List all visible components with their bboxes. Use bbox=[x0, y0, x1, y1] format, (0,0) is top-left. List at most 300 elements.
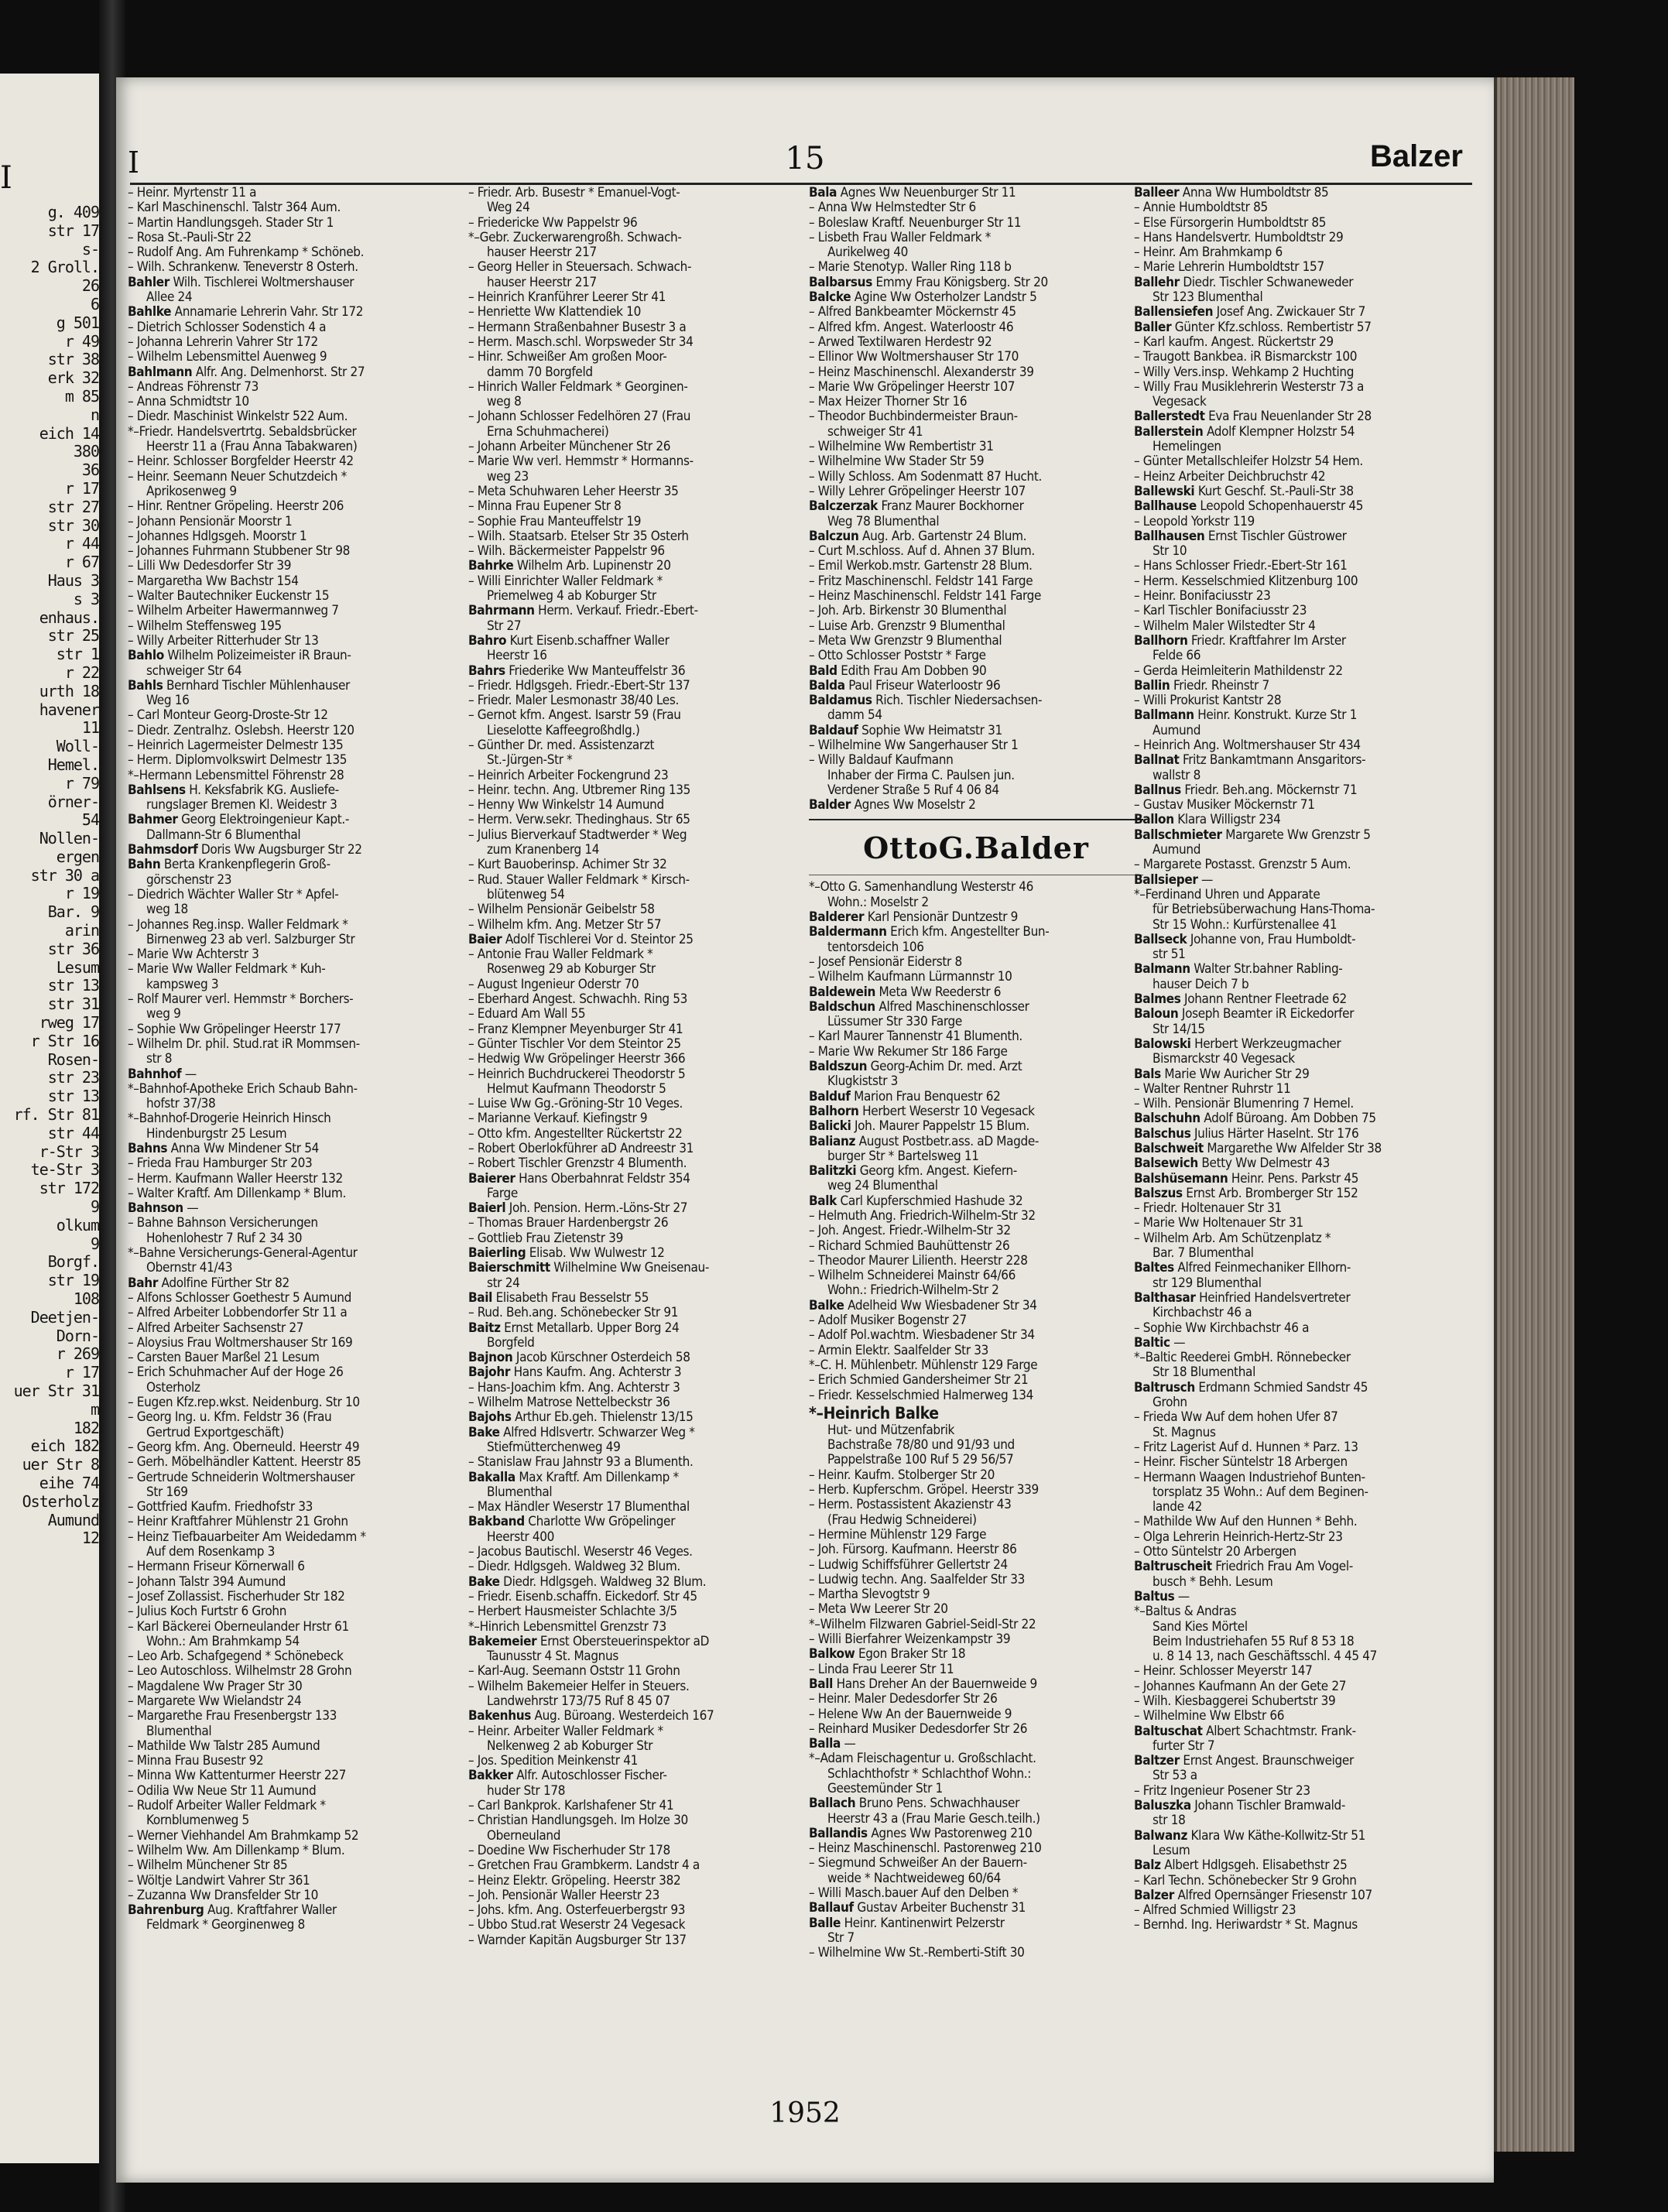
directory-entry bbox=[128, 1649, 462, 1664]
entry-text: – Wilhelmine Ww Elbstr 66 bbox=[1134, 1709, 1285, 1724]
entry-text: Str 10 bbox=[1153, 544, 1187, 560]
directory-entry bbox=[1134, 1410, 1474, 1425]
directory-entry bbox=[1134, 1172, 1474, 1186]
directory-entry bbox=[1134, 1829, 1474, 1844]
entry-text: Elisabeth Frau Besselstr 55 bbox=[492, 1290, 649, 1306]
entry-text: furter Str 7 bbox=[1153, 1738, 1215, 1754]
entry-text: — bbox=[1174, 1589, 1190, 1604]
entry-text: – Alfred Bankbeamter Möckernstr 45 bbox=[809, 305, 1016, 320]
surname: Balszus bbox=[1134, 1186, 1183, 1201]
entry-text: – Marie Lehrerin Humboldtstr 157 bbox=[1134, 260, 1324, 276]
directory-entry bbox=[128, 1769, 462, 1783]
entry-text: *–C. H. Mühlenbetr. Mühlenstr 129 Farge bbox=[809, 1358, 1038, 1373]
surname: Balk bbox=[809, 1193, 837, 1209]
entry-text: Charlotte Ww Gröpelinger bbox=[524, 1515, 676, 1530]
surname: Baldszun bbox=[809, 1060, 868, 1075]
entry-text: – Leo Autoschloss. Wilhelmstr 28 Grohn bbox=[128, 1664, 352, 1680]
previous-page-line: s 3 bbox=[73, 590, 99, 608]
entry-text: – Karl Bäckerei Oberneulander Hrstr 61 bbox=[128, 1619, 349, 1635]
entry-text: Marion Frau Benquestr 62 bbox=[850, 1089, 1001, 1104]
surname: Ballhause bbox=[1134, 499, 1197, 515]
entry-text: görschenstr 23 bbox=[146, 872, 232, 888]
directory-entry bbox=[128, 186, 462, 200]
surname: Bahlo bbox=[128, 649, 164, 664]
surname: Balleer bbox=[1134, 186, 1180, 200]
directory-entry bbox=[468, 619, 803, 634]
directory-entry bbox=[128, 1172, 462, 1186]
previous-page-line: Dorn- bbox=[56, 1327, 99, 1345]
surname: Baitz bbox=[468, 1320, 501, 1336]
directory-entry bbox=[128, 708, 462, 723]
surname: Bail bbox=[468, 1290, 493, 1306]
entry-text: damm 70 Borgfeld bbox=[487, 365, 593, 380]
directory-entry bbox=[468, 1052, 803, 1067]
surname: Balke bbox=[809, 1298, 844, 1313]
surname: Baldschun bbox=[809, 999, 875, 1015]
entry-text: – Willi Einrichter Waller Feldmark * bbox=[468, 574, 663, 589]
directory-entry bbox=[1134, 1918, 1474, 1933]
entry-text: Arthur Eb.geh. Thielenstr 13/15 bbox=[511, 1410, 694, 1426]
entry-text: – Minna Frau Eupener Str 8 bbox=[468, 499, 622, 515]
entry-text: – Otto Schlosser Poststr * Farge bbox=[809, 649, 986, 664]
entry-text: Gustav Arbeiter Buchenstr 31 bbox=[853, 1901, 1026, 1916]
directory-entry bbox=[1134, 216, 1474, 231]
directory-entry bbox=[809, 679, 1143, 693]
directory-entry bbox=[809, 1751, 1143, 1766]
entry-text: – Heinr. Seemann Neuer Schutzdeich * bbox=[128, 469, 347, 485]
entry-text: – Herm. Kaufmann Waller Heerstr 132 bbox=[128, 1171, 343, 1186]
previous-page-line: 12 bbox=[81, 1529, 99, 1548]
directory-page bbox=[116, 77, 1494, 2183]
entry-text: Birnenweg 23 ab verl. Salzburger Str bbox=[146, 932, 355, 947]
previous-page-line: str 36 bbox=[47, 940, 99, 958]
entry-text: Weg 78 Blumenthal bbox=[827, 514, 940, 529]
entry-text: – Johannes Fuhrmann Stubbener Str 98 bbox=[128, 544, 351, 560]
directory-entry bbox=[128, 1784, 462, 1799]
surname: Balowski bbox=[1134, 1036, 1191, 1052]
surname: Baloun bbox=[1134, 1007, 1179, 1022]
directory-entry bbox=[128, 992, 462, 1007]
surname: Bahrenburg bbox=[128, 1903, 204, 1919]
entry-text: Diedr. Tischler Schwaneweder bbox=[1179, 275, 1354, 290]
directory-entry bbox=[809, 634, 1143, 649]
entry-text: Margarete Ww Grenzstr 5 bbox=[1221, 827, 1371, 843]
entry-text: Helmut Kaufmann Theodorstr 5 bbox=[487, 1081, 666, 1097]
entry-text: – Sophie Ww Gröpelinger Heerstr 177 bbox=[128, 1022, 341, 1037]
entry-text: – Wilhelm Arbeiter Hawermannweg 7 bbox=[128, 604, 339, 619]
directory-entry bbox=[468, 216, 803, 231]
directory-entry bbox=[128, 1590, 462, 1604]
entry-text: Heerstr 16 bbox=[487, 649, 547, 664]
directory-entry bbox=[809, 1692, 1143, 1707]
entry-text: Aug. Kraftfahrer Waller bbox=[204, 1903, 337, 1919]
entry-text: – Rud. Beh.ang. Schönebecker Str 91 bbox=[468, 1306, 679, 1321]
entry-text: Marie Ww Auricher Str 29 bbox=[1160, 1067, 1310, 1082]
entry-text: Adelheid Ww Wiesbadener Str 34 bbox=[844, 1298, 1037, 1313]
entry-text: Bachstraße 78/80 und 91/93 und bbox=[827, 1438, 1015, 1454]
directory-entry bbox=[809, 1090, 1143, 1104]
entry-text: – Wilhelm Schneiderei Mainstr 64/66 bbox=[809, 1269, 1016, 1284]
previous-page-line: s- bbox=[81, 240, 99, 259]
previous-page-line: g. 409 bbox=[47, 204, 99, 221]
directory-entry bbox=[468, 365, 803, 380]
entry-text: Aug. Arb. Gartenstr 24 Blum. bbox=[858, 529, 1027, 544]
previous-page-fragment bbox=[0, 74, 101, 2163]
entry-text: Heinr. Pens. Parkstr 45 bbox=[1228, 1171, 1359, 1186]
directory-entry bbox=[1134, 619, 1474, 634]
directory-entry bbox=[809, 574, 1143, 589]
entry-text: Adolfine Fürther Str 82 bbox=[158, 1275, 289, 1291]
directory-entry bbox=[468, 813, 803, 827]
entry-text: – Frieda Ww Auf dem hohen Ufer 87 bbox=[1134, 1410, 1338, 1426]
entry-text: Aumund bbox=[1153, 723, 1201, 738]
directory-entry bbox=[468, 290, 803, 305]
entry-text: Aurikelweg 40 bbox=[827, 245, 908, 261]
directory-entry bbox=[468, 1575, 803, 1590]
entry-text: hauser Deich 7 b bbox=[1153, 977, 1249, 992]
previous-page-line: 380 bbox=[73, 443, 99, 461]
directory-entry bbox=[468, 1067, 803, 1082]
previous-page-line: 9 bbox=[90, 1234, 99, 1253]
entry-text: blütenweg 54 bbox=[487, 887, 565, 902]
directory-entry bbox=[128, 440, 462, 454]
directory-entry bbox=[1134, 365, 1474, 380]
directory-entry bbox=[809, 440, 1143, 454]
entry-text: – Margarete Ww Wielandstr 24 bbox=[128, 1693, 302, 1709]
entry-text: – Curt M.schloss. Auf d. Ahnen 37 Blum. bbox=[809, 544, 1035, 560]
directory-entry bbox=[128, 1007, 462, 1022]
directory-entry bbox=[1134, 1709, 1474, 1724]
directory-entry bbox=[128, 245, 462, 260]
entry-text: – Warnder Kapitän Augsburger Str 137 bbox=[468, 1933, 687, 1948]
surname: Bakemeier bbox=[468, 1634, 537, 1649]
entry-text: – Boleslaw Kraftf. Neuenburger Str 11 bbox=[809, 215, 1022, 231]
directory-entry bbox=[468, 335, 803, 350]
previous-page-line: Borgf. bbox=[47, 1253, 99, 1272]
directory-entry bbox=[809, 1438, 1143, 1453]
directory-entry bbox=[468, 753, 803, 768]
directory-entry bbox=[809, 1104, 1143, 1119]
entry-text: Hans Kaufm. Ang. Achterstr 3 bbox=[510, 1365, 682, 1381]
entry-text: Klara Willigstr 234 bbox=[1173, 813, 1281, 828]
previous-page-lines bbox=[0, 204, 99, 1548]
entry-text: – Alfred Schmied Willigstr 23 bbox=[1134, 1903, 1296, 1919]
entry-text: Herm. Verkauf. Friedr.-Ebert- bbox=[534, 604, 698, 619]
directory-entry bbox=[128, 634, 462, 649]
entry-text: – Doedine Ww Fischerhuder Str 178 bbox=[468, 1843, 670, 1858]
entry-text: – Else Fürsorgerin Humboldtstr 85 bbox=[1134, 215, 1327, 231]
entry-text: Hans Dreher An der Bauernweide 9 bbox=[833, 1676, 1037, 1692]
directory-entry bbox=[809, 1015, 1143, 1029]
surname: Baller bbox=[1134, 320, 1172, 335]
directory-entry bbox=[809, 910, 1143, 925]
entry-text: *–Bahne Versicherungs-General-Agentur bbox=[128, 1246, 358, 1262]
surname: Balz bbox=[1134, 1858, 1161, 1874]
entry-text: – Antonie Frau Waller Feldmark * bbox=[468, 947, 653, 963]
surname: Balczun bbox=[809, 529, 859, 544]
entry-text: – Wilhelm Lebensmittel Auenweg 9 bbox=[128, 350, 327, 365]
directory-entry bbox=[1134, 305, 1474, 320]
surname: Baltes bbox=[1134, 1261, 1174, 1276]
directory-entry bbox=[1134, 1545, 1474, 1560]
previous-page-line: 9 bbox=[90, 1198, 99, 1217]
entry-text: – Heinrich Buchdruckerei Theodorstr 5 bbox=[468, 1067, 686, 1082]
previous-page-line: 182 bbox=[73, 1419, 99, 1437]
entry-text: – Jos. Spedition Meinkenstr 41 bbox=[468, 1754, 638, 1769]
directory-entry bbox=[809, 1916, 1143, 1931]
entry-text: Heinr. Kantinenwirt Pelzerstr bbox=[841, 1916, 1005, 1931]
entry-text: Alfr. Autoschlosser Fischer- bbox=[512, 1769, 667, 1784]
entry-text: – Otto kfm. Angestellter Rückertstr 22 bbox=[468, 1126, 683, 1142]
directory-entry bbox=[809, 1632, 1143, 1647]
entry-text: Heerstr 43 a (Frau Marie Gesch.teilh.) bbox=[827, 1811, 1040, 1827]
directory-entry bbox=[809, 1662, 1143, 1677]
entry-text: – Georg Ing. u. Kfm. Feldstr 36 (Frau bbox=[128, 1410, 332, 1426]
previous-page-line: str 13 bbox=[47, 977, 99, 995]
entry-text: Wilhelmine Ww Gneisenau- bbox=[550, 1261, 709, 1276]
previous-page-line: str 30 bbox=[47, 516, 99, 535]
entry-text: St.-Jürgen-Str * bbox=[487, 753, 573, 769]
directory-entry bbox=[1134, 634, 1474, 649]
entry-text: – Heinr. Arbeiter Waller Feldmark * bbox=[468, 1724, 663, 1739]
previous-page-line: Deetjen- bbox=[30, 1308, 99, 1327]
directory-entry bbox=[1134, 409, 1474, 424]
surname: Balschweit bbox=[1134, 1142, 1204, 1156]
previous-page-line: r 17 bbox=[64, 479, 99, 498]
entry-text: – Willi Prokurist Kantstr 28 bbox=[1134, 693, 1282, 709]
directory-entry bbox=[1134, 1530, 1474, 1545]
directory-entry bbox=[809, 1573, 1143, 1587]
directory-entry bbox=[468, 1903, 803, 1918]
directory-entry bbox=[468, 1620, 803, 1635]
directory-entry bbox=[1134, 1426, 1474, 1440]
directory-entry bbox=[468, 1336, 803, 1351]
directory-entry bbox=[128, 1903, 462, 1918]
directory-entry bbox=[468, 305, 803, 320]
directory-entry bbox=[468, 1216, 803, 1231]
directory-entry bbox=[1134, 454, 1474, 469]
entry-text: Heinfried Handelsvertreter bbox=[1195, 1290, 1351, 1306]
entry-text: Beim Industriehafen 55 Ruf 8 53 18 bbox=[1153, 1634, 1355, 1649]
directory-entry bbox=[1134, 1844, 1474, 1858]
entry-text: – Wilhelm Maler Wilstedter Str 4 bbox=[1134, 618, 1316, 634]
directory-entry bbox=[468, 1769, 803, 1783]
directory-entry bbox=[809, 335, 1143, 350]
directory-entry bbox=[128, 693, 462, 708]
entry-text: Georg Elektroingenieur Kapt.- bbox=[177, 813, 350, 828]
directory-entry bbox=[128, 738, 462, 753]
directory-entry bbox=[128, 1321, 462, 1336]
directory-entry bbox=[128, 425, 462, 440]
directory-entry bbox=[468, 1829, 803, 1844]
directory-entry bbox=[809, 1587, 1143, 1602]
entry-text: – Herm. Kesselschmied Klitzenburg 100 bbox=[1134, 574, 1358, 589]
surname: Balicki bbox=[809, 1119, 851, 1135]
column-2 bbox=[468, 186, 803, 2082]
directory-entry bbox=[468, 529, 803, 544]
entry-text: Auf dem Rosenkamp 3 bbox=[146, 1545, 276, 1560]
entry-text: – Bernhd. Ing. Heriwardstr * St. Magnus bbox=[1134, 1918, 1358, 1933]
entry-text: – Johannes Kaufmann An der Gete 27 bbox=[1134, 1679, 1347, 1694]
surname: Balda bbox=[809, 678, 845, 693]
directory-entry bbox=[809, 1135, 1143, 1149]
directory-entry bbox=[809, 1886, 1143, 1901]
directory-entry bbox=[468, 708, 803, 723]
directory-entry bbox=[468, 409, 803, 424]
directory-entry bbox=[468, 1918, 803, 1933]
previous-page-line: str 38 bbox=[47, 351, 99, 369]
directory-entry bbox=[1134, 1440, 1474, 1455]
directory-entry bbox=[128, 902, 462, 917]
entry-text: *–Heinrich Balke bbox=[809, 1403, 939, 1423]
surname: Ballseck bbox=[1134, 932, 1187, 947]
directory-entry bbox=[1134, 529, 1474, 544]
entry-text: für Betriebsüberwachung Hans-Thoma- bbox=[1153, 902, 1375, 918]
directory-entry bbox=[809, 1029, 1143, 1044]
directory-entry bbox=[1134, 1291, 1474, 1306]
surname: Ballmann bbox=[1134, 708, 1194, 724]
directory-entry bbox=[809, 1931, 1143, 1946]
directory-entry bbox=[1134, 1888, 1474, 1903]
entry-text: – Wilhelm Münchener Str 85 bbox=[128, 1858, 288, 1874]
surname: Balle bbox=[809, 1916, 841, 1931]
entry-text: Albert Schachtmstr. Frank- bbox=[1202, 1724, 1356, 1739]
previous-page-line: r 79 bbox=[64, 774, 99, 793]
previous-page-line: uer Str 8 bbox=[22, 1456, 99, 1474]
entry-text: hauser Heerstr 217 bbox=[487, 275, 597, 290]
surname: Ballnus bbox=[1134, 782, 1181, 798]
entry-text: Hut- und Mützenfabrik bbox=[827, 1423, 955, 1438]
directory-entry bbox=[468, 1381, 803, 1395]
previous-page-line: enhaus. bbox=[39, 608, 99, 627]
previous-page-line: str 44 bbox=[47, 1124, 99, 1142]
previous-page-line: urth 18 bbox=[39, 682, 99, 700]
surname: Bahmer bbox=[128, 813, 178, 828]
entry-text: weg 23 bbox=[487, 469, 529, 485]
entry-text: – Jacobus Bautischl. Weserstr 46 Veges. bbox=[468, 1545, 693, 1560]
directory-entry bbox=[809, 1841, 1143, 1856]
directory-entry bbox=[468, 1649, 803, 1664]
entry-text: Agine Ww Osterholzer Landstr 5 bbox=[851, 290, 1037, 306]
entry-text: – Friedr. Maler Lesmonastr 38/40 Les. bbox=[468, 693, 679, 709]
directory-entry bbox=[128, 1888, 462, 1903]
entry-text: – Alfred Arbeiter Lobbendorfer Str 11 a bbox=[128, 1306, 348, 1321]
entry-text: Ernst Metallarb. Upper Borg 24 bbox=[500, 1320, 680, 1336]
directory-entry bbox=[1134, 395, 1474, 409]
directory-entry bbox=[128, 1635, 462, 1649]
entry-text: – Frieda Frau Hamburger Str 203 bbox=[128, 1156, 313, 1172]
directory-entry bbox=[1134, 708, 1474, 723]
surname: Bahrke bbox=[468, 559, 514, 574]
directory-entry bbox=[809, 693, 1143, 708]
directory-entry bbox=[809, 1269, 1143, 1283]
entry-text: – Thomas Brauer Hardenbergstr 26 bbox=[468, 1216, 669, 1231]
entry-text: Kurt Geschf. St.-Pauli-Str 38 bbox=[1194, 484, 1354, 499]
entry-text: – Josef Pensionär Eiderstr 8 bbox=[809, 954, 962, 970]
directory-entry bbox=[809, 1149, 1143, 1164]
directory-entry bbox=[468, 634, 803, 649]
entry-text: Str 15 Wohn.: Kurfürstenallee 41 bbox=[1153, 917, 1337, 933]
directory-entry bbox=[468, 1739, 803, 1754]
directory-entry bbox=[468, 380, 803, 395]
directory-entry bbox=[1134, 1813, 1474, 1828]
entry-text: – Luise Ww Gg.-Gröning-Str 10 Veges. bbox=[468, 1097, 683, 1112]
directory-entry bbox=[128, 1052, 462, 1067]
entry-text: – Willi Masch.bauer Auf den Delben * bbox=[809, 1886, 1019, 1902]
surname: Ballensiefen bbox=[1134, 305, 1214, 320]
column-4 bbox=[1134, 186, 1474, 2082]
entry-text: Rosenweg 29 ab Koburger Str bbox=[487, 962, 656, 978]
directory-entry bbox=[468, 1888, 803, 1903]
surname: Baierer bbox=[468, 1171, 515, 1186]
previous-page-line: Aumund bbox=[47, 1511, 99, 1529]
directory-entry bbox=[468, 1455, 803, 1470]
entry-text: Landwehrstr 173/75 Ruf 8 45 07 bbox=[487, 1693, 670, 1709]
directory-entry bbox=[468, 828, 803, 843]
entry-text: *–Bahnhof-Apotheke Erich Schaub Bahn- bbox=[128, 1081, 358, 1097]
directory-entry bbox=[468, 200, 803, 215]
directory-entry bbox=[809, 880, 1143, 895]
surname: Bahnhof bbox=[128, 1067, 182, 1082]
entry-text: Anna Ww Mindener Str 54 bbox=[167, 1142, 319, 1156]
directory-entry bbox=[128, 1530, 462, 1545]
entry-text: *–Baltic Reederei GmbH. Rönnebecker bbox=[1134, 1351, 1351, 1366]
directory-entry bbox=[468, 1933, 803, 1948]
entry-text: – Heinr. techn. Ang. Utbremer Ring 135 bbox=[468, 782, 690, 798]
directory-entry bbox=[1134, 350, 1474, 365]
directory-entry bbox=[468, 1485, 803, 1500]
entry-text: Josef Ang. Zwickauer Str 7 bbox=[1213, 305, 1366, 320]
surname: Baltuschat bbox=[1134, 1724, 1203, 1739]
previous-page-line: örner- bbox=[47, 793, 99, 811]
entry-text: – Max Händler Weserstr 17 Blumenthal bbox=[468, 1500, 690, 1515]
directory-entry bbox=[128, 1201, 462, 1216]
directory-entry bbox=[128, 305, 462, 320]
surname: Balthasar bbox=[1134, 1290, 1196, 1306]
directory-entry bbox=[128, 1455, 462, 1470]
directory-entry bbox=[1134, 1754, 1474, 1769]
directory-entry bbox=[1134, 1381, 1474, 1395]
directory-entry bbox=[1134, 1261, 1474, 1275]
directory-entry bbox=[1134, 783, 1474, 798]
directory-entry bbox=[1134, 1560, 1474, 1574]
surname: Bahls bbox=[128, 678, 163, 693]
directory-entry bbox=[128, 1858, 462, 1873]
entry-text: Anna Ww Humboldtstr 85 bbox=[1179, 186, 1329, 200]
surname: Baldermann bbox=[809, 925, 887, 940]
entry-text: Alfred Hdlsvertr. Schwarzer Weg * bbox=[499, 1425, 695, 1440]
entry-text: H. Keksfabrik KG. Ausliefe- bbox=[185, 782, 339, 798]
surname: Ballhorn bbox=[1134, 633, 1188, 649]
directory-entry bbox=[1134, 290, 1474, 305]
book-page-edges bbox=[1494, 77, 1574, 2152]
directory-entry bbox=[468, 1664, 803, 1679]
entry-text: – Mathilde Ww Talstr 285 Aumund bbox=[128, 1738, 320, 1754]
entry-text: Aprikosenweg 9 bbox=[146, 484, 237, 499]
surname: Balkow bbox=[809, 1647, 855, 1662]
entry-text: Oberneuland bbox=[487, 1828, 561, 1844]
directory-entry bbox=[128, 335, 462, 350]
entry-text: Friedr. Beh.ang. Möckernstr 71 bbox=[1180, 782, 1358, 798]
directory-entry bbox=[128, 515, 462, 529]
directory-entry bbox=[128, 933, 462, 947]
entry-text: – Walter Kraftf. Am Dillenkamp * Blum. bbox=[128, 1186, 346, 1201]
directory-entry bbox=[468, 1351, 803, 1365]
directory-entry bbox=[809, 1224, 1143, 1238]
surname: Bahn bbox=[128, 858, 161, 873]
surname: Balzer bbox=[1134, 1888, 1174, 1903]
previous-page-line: 54 bbox=[81, 811, 99, 830]
